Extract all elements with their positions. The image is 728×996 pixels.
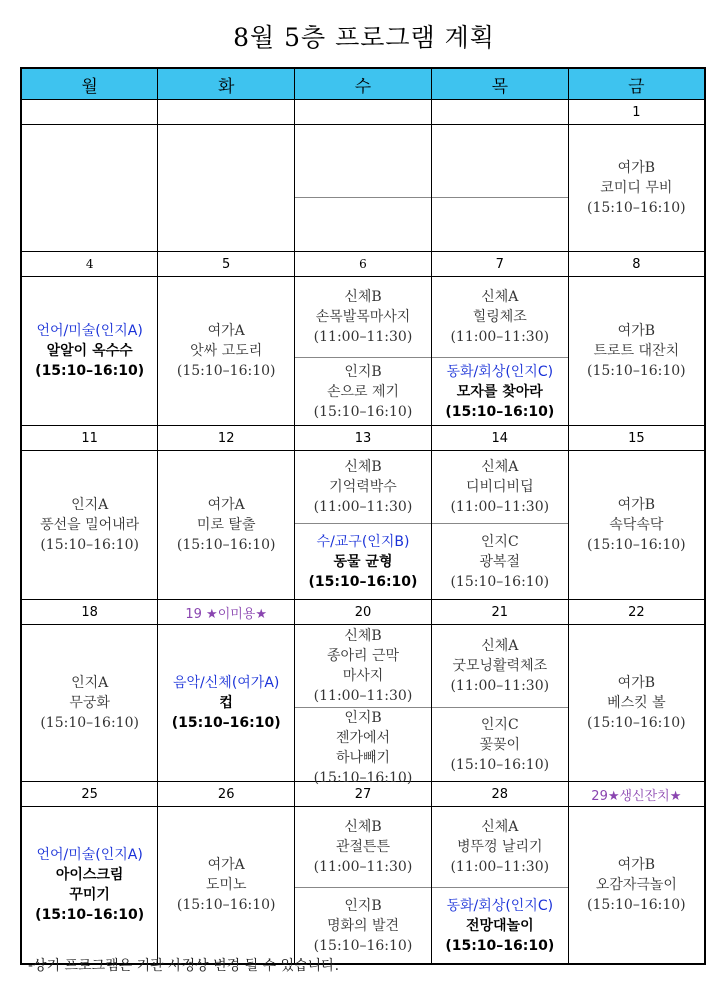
program-cell [431, 807, 568, 965]
program-line: (11:00–11:30) [313, 499, 413, 515]
program-line: 음악/신체(여가A) [173, 675, 280, 691]
program-line: 미로 탈출 [196, 517, 256, 533]
program-line: 인지A [71, 675, 109, 691]
program-line: (15:10–16:10) [35, 363, 145, 379]
date-cell: 12 [158, 426, 295, 451]
program-row [21, 451, 705, 600]
program-cell [295, 807, 432, 965]
afternoon-session [432, 888, 568, 963]
program-line: 동물 균형 [333, 553, 393, 570]
program-cell [295, 625, 432, 786]
program-line: (11:00–11:30) [450, 859, 550, 875]
program-line: 광복절 [479, 553, 521, 570]
program-cell [21, 125, 158, 252]
program-line: 풍선을 밀어내라 [40, 517, 140, 533]
program-line: (15:10–16:10) [40, 715, 139, 731]
program-line: (11:00–11:30) [450, 329, 550, 345]
program-row [21, 625, 705, 782]
program-line: 동화/회상(인지C) [446, 363, 554, 380]
morning-session [295, 807, 431, 888]
program-line: 인지C [480, 533, 519, 550]
program-line: (15:10–16:10) [587, 715, 686, 731]
date-cell [21, 100, 158, 125]
program-line: (15:10–16:10) [313, 770, 413, 786]
program-line: (15:10–16:10) [587, 200, 686, 216]
program-row [21, 125, 705, 252]
afternoon-session [295, 888, 431, 963]
program-line: 오감자극놀이 [595, 877, 677, 893]
program-cell [568, 451, 705, 600]
program-line: 신체B [344, 459, 382, 475]
program-line: (15:10–16:10) [176, 897, 276, 913]
date-cell: 19 ★이미용★ [158, 600, 295, 625]
program-line: 병뚜껑 날리기 [456, 839, 543, 855]
program-line: 관절튼튼 [335, 839, 391, 855]
program-cell [158, 451, 295, 600]
program-line: (15:10–16:10) [587, 897, 686, 913]
program-line: 종아리 근막 [326, 648, 400, 664]
program-cell [295, 451, 432, 600]
date-cell: 21 [431, 600, 568, 625]
program-line: 여가B [617, 323, 656, 339]
program-line: (11:00–11:30) [313, 329, 413, 345]
date-cell: 7 [431, 252, 568, 277]
program-line: (11:00–11:30) [450, 499, 550, 515]
program-line: 도미노 [205, 877, 247, 893]
program-line: (15:10–16:10) [35, 907, 145, 923]
morning-session [432, 625, 568, 708]
program-line: 앗싸 고도리 [190, 343, 263, 359]
program-line: (15:10–16:10) [445, 937, 555, 954]
program-line: (15:10–16:10) [587, 363, 686, 379]
program-cell [21, 625, 158, 782]
weekday-header: 월 [21, 68, 158, 100]
calendar-body [21, 100, 705, 965]
weekday-header: 금 [568, 68, 705, 100]
program-cell [158, 807, 295, 965]
program-line: 알알이 옥수수 [46, 343, 133, 359]
program-line: (15:10–16:10) [171, 715, 281, 731]
afternoon-session [295, 198, 431, 251]
morning-session [432, 277, 568, 358]
program-line: 꾸미기 [69, 887, 110, 903]
program-cell [158, 625, 295, 782]
program-line: 인지C [480, 716, 519, 733]
program-line: 트로트 대잔치 [593, 343, 680, 359]
date-cell: 29★생신잔치★ [568, 782, 705, 807]
date-cell: 5 [158, 252, 295, 277]
date-cell [431, 100, 568, 125]
program-line: 언어/미술(인지A) [36, 847, 143, 863]
program-cell [431, 451, 568, 600]
program-line: 신체B [344, 819, 382, 835]
morning-session [432, 807, 568, 888]
program-line: 속닥속닥 [609, 517, 664, 533]
afternoon-session [295, 708, 431, 788]
program-line: 베스킷 볼 [607, 695, 666, 711]
weekday-header: 화 [158, 68, 295, 100]
date-row [21, 252, 705, 277]
date-cell: 4 [21, 252, 158, 277]
date-cell: 1 [568, 100, 705, 125]
program-line: 모자를 찾아라 [456, 383, 543, 400]
program-line: 꽃꽂이 [479, 736, 521, 753]
date-cell: 6 [295, 252, 432, 277]
date-cell: 25 [21, 782, 158, 807]
program-line: 마사지 [342, 668, 384, 684]
program-line: 여가B [617, 160, 656, 176]
date-row [21, 426, 705, 451]
page-title: 8월 5층 프로그램 계획 [233, 23, 495, 52]
program-line: (11:00–11:30) [450, 678, 550, 694]
date-cell [295, 100, 432, 125]
morning-session [295, 451, 431, 524]
program-line: (15:10–16:10) [587, 537, 686, 553]
program-line: 인지A [71, 497, 109, 513]
program-line: (15:10–16:10) [308, 573, 418, 590]
program-line: 무궁화 [69, 695, 110, 711]
date-row [21, 600, 705, 625]
program-cell [158, 125, 295, 252]
program-row [21, 277, 705, 426]
afternoon-session [432, 358, 568, 425]
calendar-table [20, 67, 706, 965]
footer-note: -상기 프로그램은 기관 사정상 변경 될 수 있습니다. [28, 958, 340, 974]
program-cell [568, 277, 705, 426]
program-line: (15:10–16:10) [176, 363, 276, 379]
program-line: 기억력박수 [329, 479, 397, 495]
morning-session [432, 451, 568, 524]
program-cell [158, 277, 295, 426]
date-cell: 13 [295, 426, 432, 451]
program-line: (15:10–16:10) [445, 403, 555, 420]
date-cell: 26 [158, 782, 295, 807]
program-line: 코미디 무비 [600, 180, 673, 196]
date-cell: 14 [431, 426, 568, 451]
date-cell [158, 100, 295, 125]
program-cell [568, 807, 705, 965]
program-line: (11:00–11:30) [313, 688, 413, 704]
program-line: 컵 [219, 695, 233, 711]
program-line: 힐링체조 [472, 309, 527, 325]
date-cell: 18 [21, 600, 158, 625]
program-cell [21, 451, 158, 600]
weekday-header: 목 [431, 68, 568, 100]
program-line: 신체A [481, 459, 519, 475]
program-line: 인지B [344, 363, 382, 380]
program-line: 손목발목마사지 [315, 309, 411, 325]
program-line: 디비디비딥 [465, 479, 534, 495]
program-cell [568, 125, 705, 252]
program-cell [431, 625, 568, 782]
date-cell: 28 [431, 782, 568, 807]
program-cell [568, 625, 705, 782]
program-cell [21, 277, 158, 426]
program-line: 여가B [617, 497, 656, 513]
program-line: 여가A [207, 497, 245, 513]
date-row [21, 100, 705, 125]
program-line: 손으로 제기 [326, 383, 400, 400]
program-line: 명화의 발견 [326, 917, 400, 934]
program-row [21, 807, 705, 965]
program-line: 전망대놀이 [465, 917, 534, 934]
afternoon-session [295, 524, 431, 599]
program-line: (11:00–11:30) [313, 859, 413, 875]
morning-session [295, 125, 431, 198]
program-line: 여가B [617, 675, 656, 691]
program-line: 신체A [481, 289, 519, 305]
program-line: (15:10–16:10) [313, 937, 413, 954]
afternoon-session [432, 708, 568, 781]
program-line: (15:10–16:10) [40, 537, 139, 553]
program-cell [295, 277, 432, 426]
program-line: 인지B [344, 710, 382, 726]
date-cell: 11 [21, 426, 158, 451]
afternoon-session [432, 198, 568, 251]
program-line: 젠가에서 [335, 730, 391, 746]
program-cell [431, 125, 568, 252]
program-line: 하나빼기 [335, 750, 391, 766]
program-line: 아이스크림 [55, 867, 124, 883]
program-cell [431, 277, 568, 426]
program-line: (15:10–16:10) [450, 756, 550, 773]
program-line: 수/교구(인지B) [316, 533, 410, 550]
program-line: 신체B [344, 628, 382, 644]
afternoon-session [295, 358, 431, 425]
date-cell: 20 [295, 600, 432, 625]
program-line: (15:10–16:10) [450, 573, 550, 590]
program-line: 언어/미술(인지A) [36, 323, 143, 339]
weekday-header-row [21, 68, 705, 100]
program-line: 여가A [207, 323, 245, 339]
date-cell: 27 [295, 782, 432, 807]
program-line: 신체B [344, 289, 382, 305]
program-cell [21, 807, 158, 965]
program-cell [295, 125, 432, 252]
morning-session [432, 125, 568, 198]
program-line: 신체A [481, 819, 519, 835]
program-line: 신체A [481, 638, 519, 654]
program-line: 굿모닝활력체조 [452, 658, 548, 674]
program-line: 동화/회상(인지C) [446, 897, 554, 914]
weekday-header: 수 [295, 68, 432, 100]
date-cell: 8 [568, 252, 705, 277]
date-cell: 15 [568, 426, 705, 451]
morning-session [295, 625, 431, 708]
program-line: 인지B [344, 897, 382, 914]
program-line: (15:10–16:10) [176, 537, 276, 553]
program-line: (15:10–16:10) [313, 403, 413, 420]
program-line: 여가A [207, 857, 245, 873]
afternoon-session [432, 524, 568, 599]
morning-session [295, 277, 431, 358]
date-cell: 22 [568, 600, 705, 625]
program-line: 여가B [617, 857, 656, 873]
